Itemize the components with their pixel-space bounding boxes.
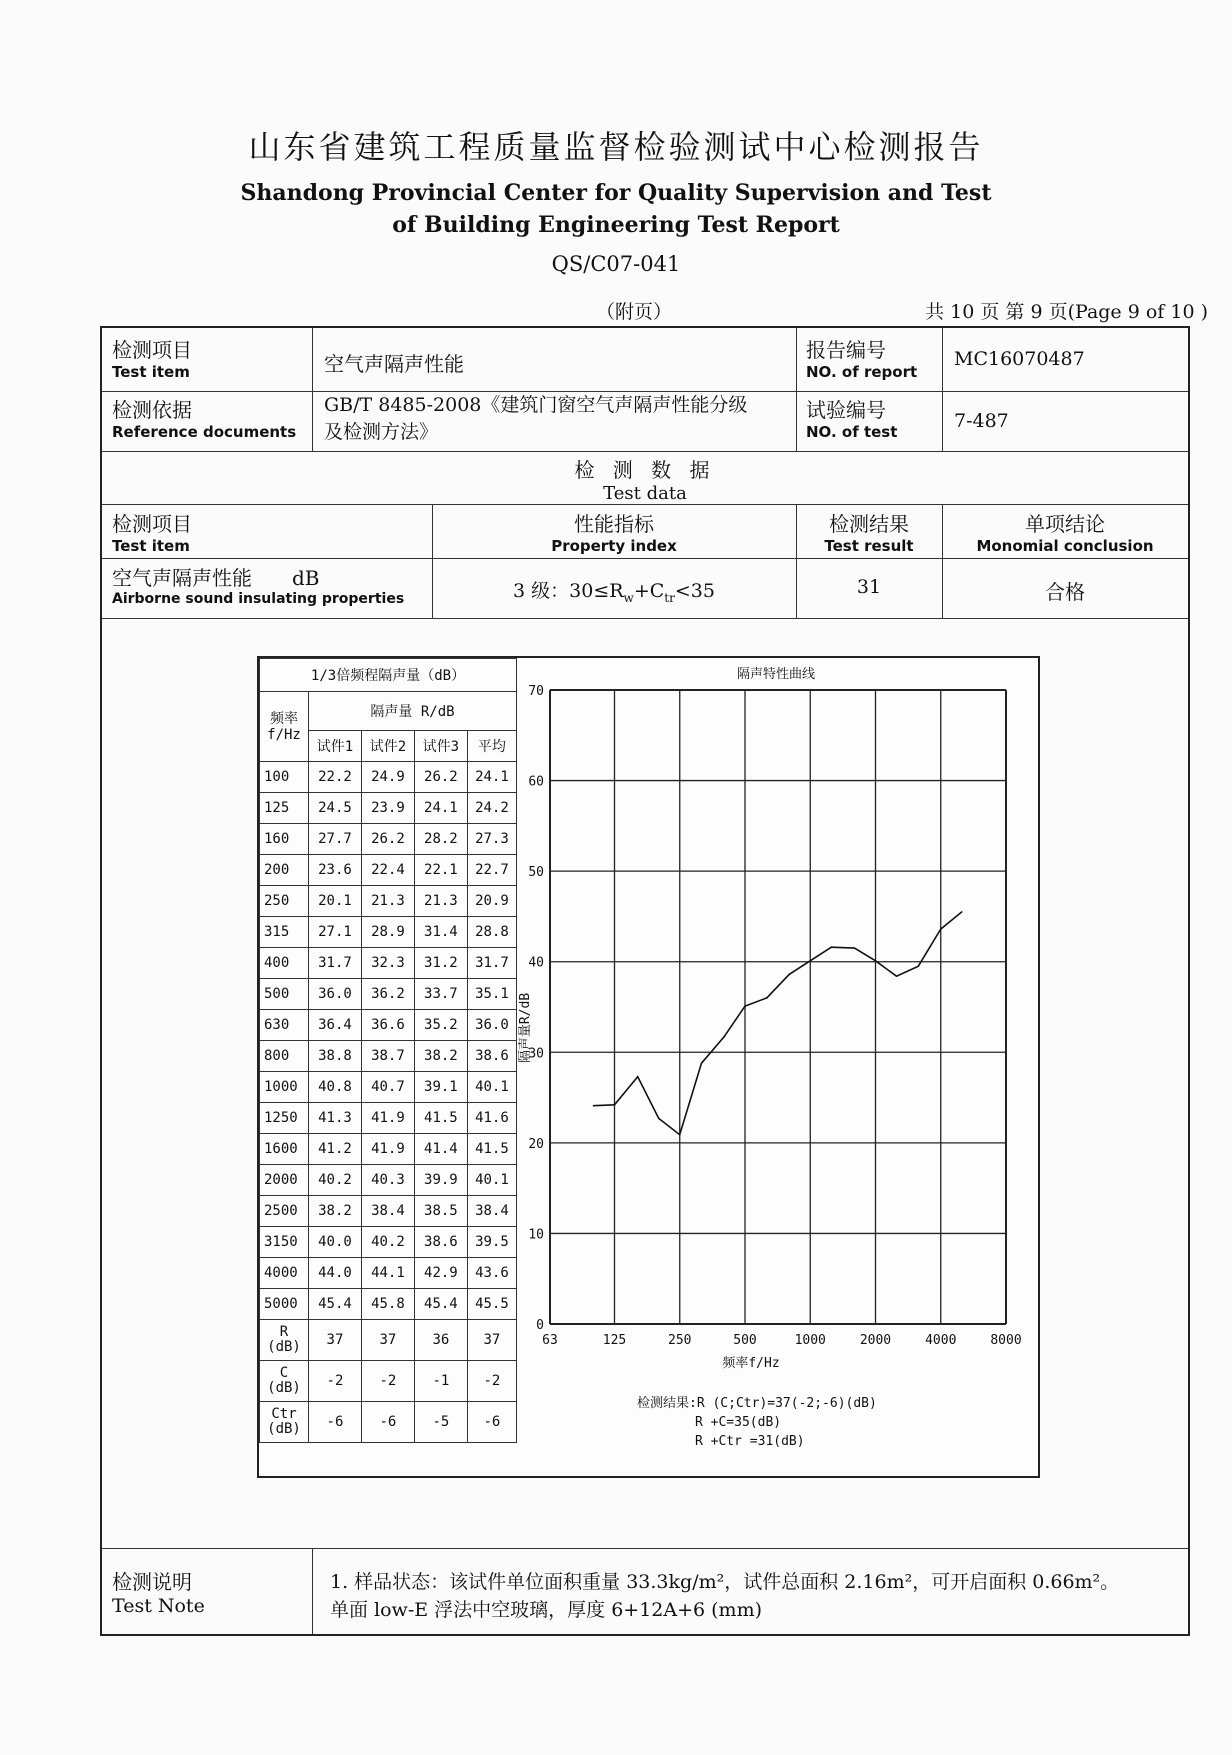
value-cell: 42.9 [414, 1258, 467, 1289]
value-cell: 40.2 [361, 1227, 414, 1258]
summary-value: -6 [361, 1402, 414, 1443]
summary-value: -6 [309, 1402, 362, 1443]
freq-cell: 100 [260, 762, 309, 793]
freq-cell: 250 [260, 886, 309, 917]
summary-value: -2 [309, 1361, 362, 1402]
value-cell: 31.7 [309, 948, 362, 979]
value-cell: 41.9 [361, 1134, 414, 1165]
value-cell: 38.2 [309, 1196, 362, 1227]
row-test-item: 空气声隔声性能 dB Airborne sound insulating properties [112, 566, 405, 607]
sound-insulation-panel [257, 656, 1040, 1478]
value-cell: 38.6 [414, 1227, 467, 1258]
value-cell: 40.8 [309, 1072, 362, 1103]
table-row [260, 762, 517, 793]
x-tick-label: 4000 [925, 1333, 957, 1348]
report-title-en-line2: of Building Engineering Test Report [392, 212, 840, 238]
value-cell: 45.5 [467, 1289, 516, 1320]
data-point [614, 1104, 616, 1106]
test-no-label: 试验编号 NO. of test [806, 398, 898, 441]
value-cell: 31.7 [467, 948, 516, 979]
value-cell: 41.9 [361, 1103, 414, 1134]
y-axis-label: 隔声量R/dB [518, 992, 533, 1064]
summary-row [260, 1361, 517, 1402]
sub-header-3: 平均 [467, 731, 516, 762]
data-point [896, 975, 898, 977]
value-cell: 22.4 [361, 855, 414, 886]
series-line [594, 912, 962, 1135]
table-row [260, 1103, 517, 1134]
value-cell: 36.4 [309, 1010, 362, 1041]
y-tick-label: 70 [528, 684, 544, 699]
col-property-index: 性能指标 Property index [551, 512, 677, 555]
freq-header: 频率 f/Hz [260, 692, 309, 762]
value-cell: 41.6 [467, 1103, 516, 1134]
test-note-label: 检测说明 Test Note [112, 1570, 205, 1617]
table-row [260, 1258, 517, 1289]
value-cell: 23.6 [309, 855, 362, 886]
value-cell: 38.8 [309, 1041, 362, 1072]
table-row [260, 948, 517, 979]
value-cell: 44.1 [361, 1258, 414, 1289]
value-cell: 40.1 [467, 1165, 516, 1196]
x-tick-label: 63 [542, 1333, 558, 1348]
r-header: 隔声量 R/dB [309, 692, 517, 731]
value-cell: 39.9 [414, 1165, 467, 1196]
row-test-result: 31 [856, 576, 882, 598]
freq-cell: 800 [260, 1041, 309, 1072]
value-cell: 28.2 [414, 824, 467, 855]
data-point [788, 974, 790, 976]
result-line2: R +C=35(dB) [695, 1415, 782, 1430]
table-row [260, 979, 517, 1010]
freq-cell: 1600 [260, 1134, 309, 1165]
value-cell: 36.6 [361, 1010, 414, 1041]
freq-cell: 630 [260, 1010, 309, 1041]
value-cell: 40.0 [309, 1227, 362, 1258]
value-cell: 21.3 [414, 886, 467, 917]
data-point [875, 960, 877, 962]
value-cell: 39.5 [467, 1227, 516, 1258]
table-row [260, 793, 517, 824]
value-cell: 33.7 [414, 979, 467, 1010]
x-ticks [542, 1333, 1021, 1348]
value-cell: 38.7 [361, 1041, 414, 1072]
data-point [701, 1062, 703, 1064]
insulation-curve-chart [517, 658, 1038, 1476]
appendix-label: （附页） [596, 301, 673, 323]
x-tick-label: 250 [668, 1333, 692, 1348]
value-cell: 27.3 [467, 824, 516, 855]
summary-value: 36 [414, 1320, 467, 1361]
summary-value: -2 [467, 1361, 516, 1402]
value-cell: 41.3 [309, 1103, 362, 1134]
document-code: QS/C07-041 [551, 252, 681, 276]
result-line1: 检测结果:R (C;Ctr)=37(-2;-6)(dB) [637, 1396, 877, 1411]
reference-value: GB/T 8485-2008《建筑门窗空气声隔声性能分级 及检测方法》 [324, 394, 748, 443]
freq-cell: 2000 [260, 1165, 309, 1196]
summary-value: 37 [467, 1320, 516, 1361]
y-tick-label: 20 [528, 1136, 544, 1152]
freq-table [259, 658, 517, 1443]
freq-cell: 160 [260, 824, 309, 855]
data-point [593, 1105, 595, 1107]
value-cell: 28.8 [467, 917, 516, 948]
report-title-cn: 山东省建筑工程质量监督检验测试中心检测报告 [248, 128, 984, 166]
value-cell: 41.4 [414, 1134, 467, 1165]
data-point [637, 1076, 639, 1078]
value-cell: 27.1 [309, 917, 362, 948]
value-cell: 36.0 [467, 1010, 516, 1041]
sub-header-0: 试件1 [309, 731, 362, 762]
data-point [917, 965, 919, 967]
row-conclusion: 合格 [1045, 580, 1085, 604]
y-tick-label: 40 [528, 955, 544, 971]
value-cell: 41.5 [467, 1134, 516, 1165]
chart-title: 隔声特性曲线 [736, 667, 816, 682]
data-point [744, 1005, 746, 1007]
x-tick-label: 2000 [859, 1333, 892, 1348]
sub-header-2: 试件3 [414, 731, 467, 762]
value-cell: 41.5 [414, 1103, 467, 1134]
table-row [260, 824, 517, 855]
value-cell: 23.9 [361, 793, 414, 824]
value-cell: 36.2 [361, 979, 414, 1010]
summary-label: Ctr (dB) [260, 1402, 309, 1443]
data-point [961, 911, 963, 913]
report-no-label: 报告编号 NO. of report [806, 338, 918, 381]
value-cell: 22.2 [309, 762, 362, 793]
table-row [260, 1010, 517, 1041]
value-cell: 28.9 [361, 917, 414, 948]
value-cell: 40.1 [467, 1072, 516, 1103]
value-cell: 38.4 [361, 1196, 414, 1227]
value-cell: 38.2 [414, 1041, 467, 1072]
test-data-title: 检 测 数 据 Test data [574, 458, 716, 504]
table-row [260, 1134, 517, 1165]
x-tick-label: 500 [733, 1333, 757, 1348]
summary-value: 37 [309, 1320, 362, 1361]
test-note-text: 1. 样品状态：该试件单位面积重量 33.3kg/m²，试件总面积 2.16m²，可开启面积 0.66m²。 单面 low-E 浮法中空玻璃，厚度 6+12A+6 (mm) [330, 1571, 1120, 1621]
table-row [260, 1165, 517, 1196]
value-cell: 39.1 [414, 1072, 467, 1103]
summary-label: R (dB) [260, 1320, 309, 1361]
value-cell: 40.3 [361, 1165, 414, 1196]
sub-header-1: 试件2 [361, 731, 414, 762]
freq-table-title: 1/3倍频程隔声量（dB） [260, 659, 517, 692]
value-cell: 32.3 [361, 948, 414, 979]
value-cell: 26.2 [414, 762, 467, 793]
y-tick-label: 60 [528, 774, 544, 790]
reference-label: 检测依据 Reference documents [112, 398, 297, 441]
freq-cell: 4000 [260, 1258, 309, 1289]
freq-cell: 200 [260, 855, 309, 886]
freq-cell: 315 [260, 917, 309, 948]
col-test-item: 检测项目 Test item [112, 512, 192, 555]
value-cell: 24.1 [467, 762, 516, 793]
value-cell: 36.0 [309, 979, 362, 1010]
table-row [260, 886, 517, 917]
result-line3: R +Ctr =31(dB) [695, 1434, 805, 1449]
data-point [854, 947, 856, 949]
value-cell: 38.4 [467, 1196, 516, 1227]
y-tick-label: 0 [536, 1318, 544, 1333]
test-no-value: 7-487 [954, 410, 1009, 432]
series [593, 911, 963, 1135]
value-cell: 24.2 [467, 793, 516, 824]
value-cell: 27.7 [309, 824, 362, 855]
x-tick-label: 8000 [990, 1333, 1022, 1348]
summary-value: -5 [414, 1402, 467, 1443]
value-cell: 38.5 [414, 1196, 467, 1227]
data-point [766, 997, 768, 999]
table-row [260, 1072, 517, 1103]
report-title-en-line1: Shandong Provincial Center for Quality Supervision and Test [240, 180, 992, 206]
value-cell: 45.4 [414, 1289, 467, 1320]
freq-cell: 1250 [260, 1103, 309, 1134]
freq-cell: 5000 [260, 1289, 309, 1320]
x-tick-label: 125 [602, 1333, 627, 1348]
data-point [723, 1036, 725, 1038]
chart-grid [550, 690, 1006, 1324]
value-cell: 31.4 [414, 917, 467, 948]
report-no-value: MC16070487 [954, 348, 1085, 370]
data-point [830, 946, 832, 948]
value-cell: 41.2 [309, 1134, 362, 1165]
data-point [658, 1118, 660, 1120]
value-cell: 22.7 [467, 855, 516, 886]
summary-value: 37 [361, 1320, 414, 1361]
row-property-index: 3 级：$30\le R_w+C_{tr}<35$ [513, 580, 715, 605]
value-cell: 43.6 [467, 1258, 516, 1289]
y-tick-label: 50 [528, 865, 544, 881]
value-cell: 24.5 [309, 793, 362, 824]
data-point [679, 1134, 681, 1136]
summary-value: -2 [361, 1361, 414, 1402]
summary-row [260, 1402, 517, 1443]
y-tick-label: 30 [528, 1046, 544, 1062]
value-cell: 21.3 [361, 886, 414, 917]
value-cell: 31.2 [414, 948, 467, 979]
summary-row [260, 1320, 517, 1361]
value-cell: 22.1 [414, 855, 467, 886]
col-test-result: 检测结果 Test result [824, 512, 914, 555]
value-cell: 38.6 [467, 1041, 516, 1072]
value-cell: 45.4 [309, 1289, 362, 1320]
summary-value: -6 [467, 1402, 516, 1443]
table-row [260, 917, 517, 948]
value-cell: 45.8 [361, 1289, 414, 1320]
summary-label: C (dB) [260, 1361, 309, 1402]
freq-cell: 1000 [260, 1072, 309, 1103]
value-cell: 40.2 [309, 1165, 362, 1196]
value-cell: 35.1 [467, 979, 516, 1010]
x-tick-label: 1000 [794, 1333, 826, 1348]
value-cell: 40.7 [361, 1072, 414, 1103]
data-point [809, 960, 811, 962]
table-row [260, 855, 517, 886]
freq-cell: 400 [260, 948, 309, 979]
value-cell: 35.2 [414, 1010, 467, 1041]
value-cell: 20.9 [467, 886, 516, 917]
table-row [260, 1227, 517, 1258]
value-cell: 26.2 [361, 824, 414, 855]
test-item-label: 检测项目 Test item [112, 338, 192, 381]
report-table [100, 326, 1190, 1636]
freq-cell: 3150 [260, 1227, 309, 1258]
data-point [940, 928, 942, 930]
col-conclusion: 单项结论 Monomial conclusion [976, 512, 1154, 555]
value-cell: 20.1 [309, 886, 362, 917]
value-cell: 44.0 [309, 1258, 362, 1289]
table-row [260, 1289, 517, 1320]
x-axis-label: 频率f/Hz [722, 1356, 780, 1371]
freq-cell: 125 [260, 793, 309, 824]
freq-cell: 2500 [260, 1196, 309, 1227]
table-row [260, 1196, 517, 1227]
value-cell: 24.9 [361, 762, 414, 793]
table-row [260, 1041, 517, 1072]
page-info: 共 10 页 第 9 页(Page 9 of 10 ) [925, 301, 1208, 323]
test-item-value: 空气声隔声性能 [324, 352, 464, 376]
y-tick-label: 10 [528, 1227, 544, 1243]
summary-value: -1 [414, 1361, 467, 1402]
value-cell: 24.1 [414, 793, 467, 824]
freq-cell: 500 [260, 979, 309, 1010]
